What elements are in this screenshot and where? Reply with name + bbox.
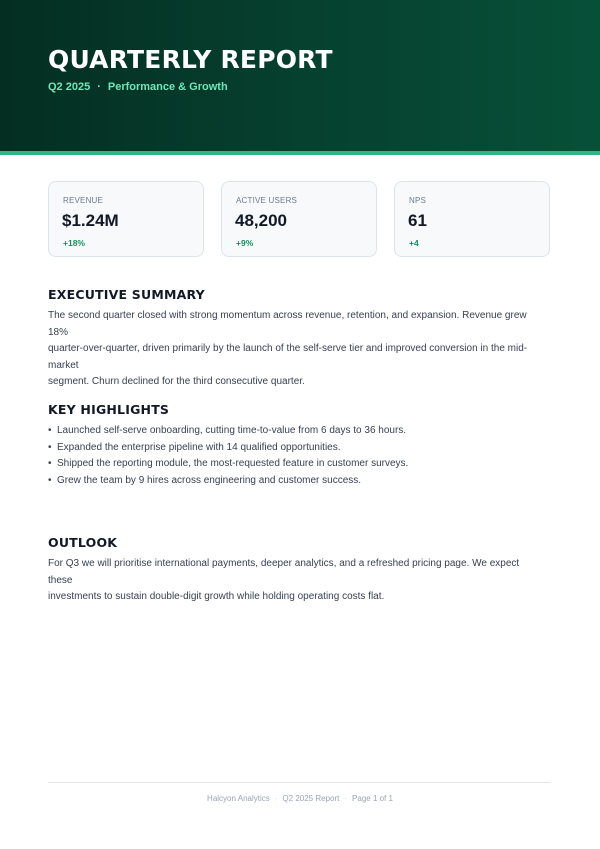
kpi-delta: +18% — [63, 238, 85, 248]
section-title-outlook: OUTLOOK — [48, 535, 118, 550]
highlights-list — [48, 423, 548, 489]
paragraph-line: investments to sustain double-digit growth while holding operating costs flat. — [48, 591, 385, 602]
bullet-icon: • — [48, 441, 52, 453]
list-item-text: Launched self-serve onboarding, cutting time-to-value from 6 days to 36 hours. — [57, 425, 407, 436]
kpi-card-active-users — [221, 181, 377, 257]
kpi-value: $1.24M — [62, 211, 119, 230]
bullet-icon: • — [48, 425, 52, 436]
footer-page-number: Page 1 of 1 — [352, 794, 393, 803]
kpi-label: NPS — [409, 196, 427, 205]
footer-divider — [48, 782, 551, 783]
section-title-key-highlights: KEY HIGHLIGHTS — [48, 402, 170, 417]
report-header — [0, 0, 600, 151]
report-title: QUARTERLY REPORT — [48, 45, 333, 74]
list-item — [48, 423, 548, 440]
header-accent-stripe — [0, 151, 600, 155]
kpi-value: 61 — [408, 211, 427, 230]
bullet-icon: • — [48, 474, 52, 486]
bullet-icon: • — [48, 458, 52, 469]
footer-company: Halcyon Analytics — [207, 794, 270, 803]
paragraph-line: The second quarter closed with strong momentum across revenue, retention, and expansion. Revenue grew 18% — [48, 310, 527, 338]
paragraph-line: quarter-over-quarter, driven primarily by the launch of the self-serve tier and improved conversion in the mid-market — [48, 343, 528, 371]
page-footer — [0, 794, 600, 803]
list-item — [48, 440, 548, 457]
footer-report: Q2 2025 Report — [282, 794, 340, 803]
kpi-value: 48,200 — [235, 211, 287, 230]
subtitle-separator: · — [97, 81, 101, 93]
list-item — [48, 456, 548, 473]
kpi-card-nps — [394, 181, 550, 257]
executive-summary-text — [48, 308, 538, 391]
paragraph-line: segment. Churn declined for the third consecutive quarter. — [48, 376, 305, 387]
kpi-delta: +4 — [409, 238, 419, 248]
list-item-text: Grew the team by 9 hires across engineering and customer success. — [57, 474, 362, 486]
outlook-text — [48, 556, 538, 606]
footer-separator: · — [344, 794, 348, 803]
section-title-executive-summary: EXECUTIVE SUMMARY — [48, 287, 205, 302]
kpi-label: ACTIVE USERS — [236, 196, 298, 205]
list-item-text: Expanded the enterprise pipeline with 14 qualified opportunities. — [57, 441, 341, 453]
kpi-delta: +9% — [236, 238, 254, 248]
report-subtitle — [48, 80, 228, 94]
report-tagline: Performance & Growth — [107, 81, 228, 93]
report-period: Q2 2025 — [48, 81, 91, 93]
kpi-label: REVENUE — [63, 196, 104, 205]
paragraph-line: For Q3 we will prioritise international payments, deeper analytics, and a refreshed pricing page. We expect these — [48, 558, 520, 586]
list-item-text: Shipped the reporting module, the most-requested feature in customer surveys. — [57, 458, 409, 469]
footer-separator: · — [274, 794, 278, 803]
kpi-card-revenue — [48, 181, 204, 257]
list-item — [48, 473, 548, 490]
